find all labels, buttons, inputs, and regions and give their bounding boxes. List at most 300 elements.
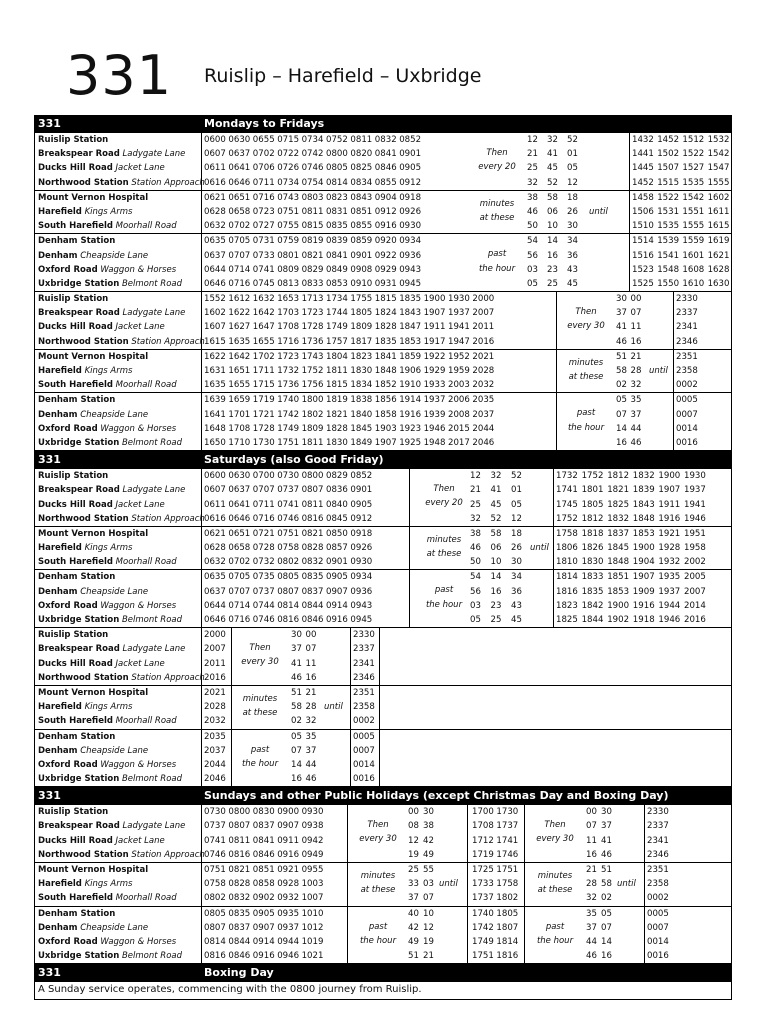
- stop-row: [35, 408, 731, 422]
- departure-time: 33: [408, 879, 419, 890]
- departure-time: 00: [586, 807, 597, 818]
- departure-time: 0821: [228, 865, 251, 875]
- departure-time: 1619: [707, 236, 730, 247]
- departure-time: 0910: [350, 278, 373, 289]
- departure-time: 1907: [374, 437, 397, 448]
- stop-name-detail: Moorhall Road: [115, 380, 177, 391]
- departure-time: 0646: [204, 615, 226, 625]
- stop-name-main: Mount Vernon Hospital: [38, 687, 149, 698]
- stop-row: [35, 642, 731, 656]
- departure-time: 11: [586, 835, 597, 846]
- column-divider: [629, 234, 630, 291]
- stop-name: [38, 936, 176, 948]
- departure-time: 1847: [399, 322, 422, 333]
- departure-time: 0637: [228, 149, 251, 160]
- departure-time: 1828: [326, 423, 348, 434]
- departure-time: 0641: [228, 163, 251, 174]
- stop-name-main: Denham Station: [38, 908, 116, 919]
- departure-time: 1859: [399, 351, 422, 362]
- departure-time: 1728: [252, 423, 275, 434]
- stop-name-main: Denham: [38, 586, 78, 597]
- stop-name-main: Ducks Hill Road: [38, 658, 113, 669]
- departure-time: 1852: [374, 380, 397, 391]
- departure-time: 1531: [657, 206, 680, 217]
- departure-time: 0832: [374, 135, 397, 145]
- departure-time: 0829: [326, 471, 348, 482]
- departure-time: 0732: [252, 557, 275, 568]
- departure-time: 1630: [707, 278, 730, 289]
- departure-time: 1608: [682, 264, 705, 275]
- stop-row: [35, 527, 731, 541]
- departure-time: 1535: [682, 177, 705, 188]
- departure-time: 0706: [252, 163, 275, 174]
- departure-time: 0637: [204, 586, 226, 597]
- departure-time: 1751: [496, 865, 519, 875]
- departure-time: 0005: [647, 908, 669, 919]
- departure-time: 0607: [204, 485, 226, 496]
- departure-time: 0949: [301, 849, 324, 860]
- departure-time: 1650: [204, 437, 226, 448]
- departure-time: 0007: [353, 745, 375, 756]
- departure-time: 0800: [301, 471, 324, 482]
- route-name: Ruislip – Harefield – Uxbridge: [204, 65, 482, 87]
- stop-name: [38, 437, 182, 449]
- stop-row: [35, 205, 731, 219]
- departure-time: 0821: [301, 250, 324, 261]
- departure-time: 1632: [252, 294, 275, 305]
- departure-time: 16: [630, 336, 642, 347]
- stop-name-main: Ruislip Station: [38, 294, 109, 305]
- stop-name-main: Ducks Hill Road: [38, 835, 113, 846]
- departure-time: 51: [601, 865, 612, 875]
- departure-time: 1818: [581, 528, 604, 539]
- stop-name: [38, 687, 148, 699]
- departure-time: 1631: [204, 366, 226, 376]
- departure-time: 0616: [204, 177, 226, 188]
- departure-time: 1758: [496, 879, 519, 890]
- departure-time: 1550: [657, 278, 680, 289]
- departure-time: 2346: [353, 672, 375, 683]
- departure-time: 0930: [350, 557, 373, 568]
- departure-time: 35: [630, 395, 642, 406]
- until-note: until: [439, 879, 458, 890]
- stop-name-detail: Waggon & Horses: [100, 600, 177, 611]
- departure-time: 2337: [353, 644, 375, 655]
- stop-name: [38, 264, 176, 276]
- departure-time: 05: [567, 163, 578, 174]
- departure-time: 0855: [374, 177, 397, 188]
- stop-name-detail: Kings Arms: [84, 366, 133, 376]
- departure-time: 1937: [423, 395, 446, 406]
- departure-time: 1900: [607, 600, 630, 611]
- column-divider: [201, 527, 202, 570]
- departure-time: 0630: [228, 135, 251, 145]
- stop-name-detail: Cheapside Lane: [80, 922, 149, 933]
- departure-time: 1752: [581, 471, 604, 482]
- stop-name-detail: Waggon & Horses: [100, 936, 177, 947]
- departure-time: 26: [567, 206, 578, 217]
- departure-time: 46: [630, 437, 642, 448]
- stop-name-main: Uxbridge Station: [38, 615, 120, 625]
- departure-time: 1814: [556, 572, 578, 583]
- section-title: Saturdays (also Good Friday): [204, 453, 384, 467]
- departure-time: 1743: [301, 351, 324, 362]
- departure-time: 2005: [684, 572, 706, 583]
- departure-time: 38: [470, 528, 481, 539]
- departure-time: 0014: [647, 936, 669, 947]
- departure-time: 1909: [632, 586, 655, 597]
- departure-time: 0805: [326, 163, 348, 174]
- stop-name-main: Ducks Hill Road: [38, 499, 113, 510]
- departure-time: 1615: [204, 336, 226, 347]
- frequency-note: minutes: [568, 357, 604, 368]
- departure-time: 0945: [399, 278, 422, 289]
- departure-time: 45: [567, 278, 578, 289]
- departure-time: 0918: [399, 192, 422, 203]
- column-divider: [524, 863, 525, 906]
- stop-row: [35, 848, 731, 862]
- column-divider: [673, 393, 674, 450]
- frequency-note: Then: [486, 148, 508, 158]
- departure-time: 41: [601, 835, 612, 846]
- stop-name-main: Uxbridge Station: [38, 774, 120, 785]
- departure-time: 1826: [581, 543, 604, 554]
- frequency-note: at these: [537, 885, 573, 896]
- column-divider: [201, 292, 202, 349]
- departure-time: 1445: [632, 163, 654, 174]
- departure-time: 0855: [350, 221, 373, 232]
- departure-time: 50: [527, 221, 538, 232]
- column-divider: [201, 805, 202, 862]
- stop-group: [35, 133, 731, 190]
- departure-time: 2011: [204, 658, 226, 669]
- departure-time: 1839: [632, 485, 655, 496]
- departure-time: 0730: [277, 471, 300, 482]
- column-divider: [556, 292, 557, 349]
- departure-time: 0607: [204, 149, 226, 160]
- stop-name-main: Breakspear Road: [38, 644, 120, 655]
- departure-time: 1830: [326, 437, 348, 448]
- stop-row: [35, 730, 731, 744]
- departure-time: 0715: [277, 135, 300, 145]
- departure-time: 03: [470, 600, 481, 611]
- departure-time: 25: [527, 163, 538, 174]
- stop-name-detail: Belmont Road: [121, 615, 183, 625]
- departure-time: 1902: [607, 615, 630, 625]
- departure-time: 06: [490, 543, 502, 554]
- departure-time: 2021: [204, 687, 226, 698]
- departure-time: 0731: [252, 236, 275, 247]
- departure-time: 1856: [374, 395, 397, 406]
- stop-name: [38, 571, 115, 583]
- departure-time: 37: [408, 893, 419, 904]
- stop-row: [35, 744, 731, 758]
- stop-name: [38, 759, 176, 771]
- departure-time: 00: [630, 294, 642, 305]
- departure-time: 37: [601, 821, 612, 832]
- departure-time: 1552: [204, 294, 226, 305]
- stop-name-main: Oxford Road: [38, 600, 98, 611]
- departure-time: 1733: [472, 879, 494, 890]
- column-divider: [553, 527, 554, 570]
- departure-time: 2346: [647, 849, 669, 860]
- departure-time: 0705: [228, 572, 251, 583]
- departure-time: 2046: [472, 437, 495, 448]
- stop-name-main: Denham Station: [38, 236, 116, 247]
- departure-time: 0843: [350, 192, 373, 203]
- departure-time: 1825: [607, 499, 630, 510]
- departure-time: 1935: [658, 572, 681, 583]
- departure-time: 2000: [472, 294, 495, 305]
- departure-time: 30: [423, 807, 434, 818]
- departure-time: 0819: [301, 236, 324, 247]
- departure-time: 0907: [277, 821, 300, 832]
- departure-time: 2044: [472, 423, 495, 434]
- departure-time: 1907: [658, 485, 681, 496]
- stop-group: [35, 392, 731, 450]
- departure-time: 46: [601, 849, 612, 860]
- stop-name: [38, 950, 182, 962]
- departure-time: 0658: [228, 206, 251, 217]
- departure-time: 54: [470, 572, 481, 583]
- departure-time: 0811: [301, 206, 324, 217]
- departure-time: 2014: [684, 600, 706, 611]
- departure-time: 1812: [581, 513, 604, 524]
- departure-time: 1802: [496, 893, 519, 904]
- departure-time: 0637: [204, 250, 226, 261]
- section-header: [34, 787, 732, 805]
- until-note: until: [649, 366, 668, 376]
- departure-time: 0936: [350, 586, 373, 597]
- stop-name-main: Ruislip Station: [38, 135, 109, 145]
- column-divider: [350, 628, 351, 685]
- stop-row: [35, 277, 731, 291]
- departure-time: 0901: [350, 250, 373, 261]
- stop-name-detail: Kings Arms: [84, 206, 133, 217]
- frequency-note: at these: [242, 708, 278, 719]
- departure-time: 1958: [684, 543, 706, 554]
- departure-time: 1755: [350, 294, 373, 305]
- departure-time: 05: [601, 908, 612, 919]
- departure-time: 1948: [423, 437, 446, 448]
- departure-time: 1842: [581, 600, 604, 611]
- departure-time: 2341: [353, 658, 375, 669]
- stop-name-main: Breakspear Road: [38, 149, 120, 160]
- departure-time: 1010: [301, 908, 324, 919]
- departure-time: 0846: [252, 849, 275, 860]
- departure-time: 1848: [632, 513, 655, 524]
- departure-time: 1806: [556, 543, 578, 554]
- stop-name-main: Denham: [38, 922, 78, 933]
- stop-name: [38, 820, 185, 832]
- stop-row: [35, 191, 731, 205]
- departure-time: 1840: [350, 409, 373, 420]
- column-divider: [347, 863, 348, 906]
- boxing-day-note: A Sunday service operates, commencing with the 0800 journey from Ruislip.: [34, 982, 732, 1000]
- departure-time: 1432: [632, 135, 654, 145]
- departure-time: 0825: [350, 163, 373, 174]
- stop-row: [35, 335, 731, 349]
- frequency-note: at these: [568, 372, 604, 382]
- departure-time: 1730: [252, 437, 275, 448]
- stop-row: [35, 234, 731, 248]
- departure-time: 1837: [607, 528, 630, 539]
- departure-time: 1655: [228, 380, 251, 391]
- departure-time: 45: [547, 163, 558, 174]
- stop-name-detail: Ladygate Lane: [122, 308, 186, 319]
- departure-time: 0716: [228, 615, 251, 625]
- stop-name-detail: Cheapside Lane: [80, 745, 149, 756]
- departure-time: 0901: [399, 149, 422, 160]
- departure-time: 1810: [556, 557, 578, 568]
- departure-time: 0705: [228, 236, 251, 247]
- departure-time: 07: [586, 821, 597, 832]
- departure-time: 0646: [228, 513, 251, 524]
- departure-time: 1834: [350, 380, 373, 391]
- departure-time: 1805: [496, 908, 519, 919]
- stop-name: [38, 629, 108, 641]
- departure-time: 0912: [350, 513, 373, 524]
- stop-row: [35, 599, 731, 613]
- departure-time: 0811: [301, 499, 324, 510]
- departure-time: 0005: [353, 731, 375, 742]
- timetable-block: [34, 469, 732, 628]
- departure-time: 2351: [353, 687, 375, 698]
- departure-time: 0816: [301, 513, 324, 524]
- departure-time: 32: [547, 135, 558, 145]
- departure-time: 1506: [632, 206, 654, 217]
- stop-name: [38, 864, 148, 876]
- stop-name: [38, 658, 165, 670]
- stop-name: [38, 892, 177, 904]
- departure-time: 1941: [684, 499, 706, 510]
- stop-group: [35, 906, 731, 964]
- departure-time: 2016: [684, 615, 706, 625]
- departure-time: 2341: [676, 322, 698, 333]
- departure-time: 0833: [301, 278, 324, 289]
- stop-name: [38, 409, 148, 421]
- departure-time: 1911: [423, 322, 446, 333]
- departure-time: 19: [408, 849, 419, 860]
- stop-name: [38, 307, 185, 319]
- departure-time: 0928: [277, 879, 300, 890]
- departure-time: 1628: [707, 264, 730, 275]
- stop-name-main: Oxford Road: [38, 423, 98, 434]
- departure-time: 1756: [301, 380, 324, 391]
- departure-time: 0016: [676, 437, 698, 448]
- departure-time: 2046: [204, 774, 226, 785]
- departure-time: 2035: [472, 395, 495, 406]
- stop-group: [35, 526, 731, 570]
- departure-time: 2015: [448, 423, 470, 434]
- departure-time: 32: [586, 893, 597, 904]
- stop-name: [38, 586, 148, 598]
- departure-time: 1832: [632, 471, 655, 482]
- departure-time: 1641: [204, 409, 226, 420]
- departure-time: 32: [630, 380, 642, 391]
- departure-time: 1708: [228, 423, 251, 434]
- stop-name-main: Ruislip Station: [38, 807, 109, 818]
- departure-time: 38: [527, 192, 538, 203]
- departure-time: 0616: [204, 513, 226, 524]
- stop-row: [35, 628, 731, 642]
- departure-time: 26: [511, 543, 522, 554]
- departure-time: 0700: [252, 471, 275, 482]
- stop-name: [38, 614, 182, 626]
- departure-time: 0651: [228, 528, 251, 539]
- stop-name-main: South Harefield: [38, 380, 113, 391]
- departure-time: 0918: [350, 528, 373, 539]
- departure-time: 0734: [301, 135, 324, 145]
- departure-time: 1821: [326, 409, 348, 420]
- departure-time: 0005: [676, 395, 698, 406]
- departure-time: 0007: [676, 409, 698, 420]
- departure-time: 46: [305, 774, 317, 785]
- stop-row: [35, 147, 731, 161]
- stop-name-detail: Station Approach: [131, 336, 205, 347]
- stop-name-main: Ruislip Station: [38, 471, 109, 482]
- departure-time: 1703: [277, 308, 300, 319]
- departure-time: 1832: [607, 513, 630, 524]
- stop-name-main: Northwood Station: [38, 849, 129, 860]
- departure-time: 0742: [301, 149, 324, 160]
- departure-time: 1921: [658, 528, 681, 539]
- departure-time: 32: [490, 471, 502, 482]
- stop-name-main: Harefield: [38, 543, 82, 554]
- departure-time: 1951: [684, 528, 706, 539]
- departure-time: 25: [470, 499, 481, 510]
- departure-time: 1621: [707, 250, 730, 261]
- departure-time: 14: [490, 572, 502, 583]
- departure-time: 16: [305, 672, 317, 683]
- departure-time: 0814: [277, 600, 300, 611]
- departure-time: 0734: [277, 177, 300, 188]
- stop-name: [38, 745, 148, 757]
- departure-time: 1712: [472, 835, 494, 846]
- departure-time: 1547: [707, 163, 730, 174]
- frequency-note: minutes: [242, 693, 278, 704]
- column-divider: [409, 469, 410, 526]
- departure-time: 1848: [607, 557, 630, 568]
- stop-name-detail: Station Approach: [131, 672, 205, 683]
- departure-time: 1730: [496, 807, 519, 818]
- departure-time: 2351: [647, 865, 669, 875]
- departure-time: 58: [616, 366, 627, 376]
- departure-time: 1711: [252, 366, 275, 376]
- stop-group: [35, 628, 731, 685]
- stop-row: [35, 306, 731, 320]
- frequency-note: past: [576, 408, 596, 419]
- departure-time: 0835: [301, 572, 324, 583]
- departure-time: 1611: [707, 206, 730, 217]
- departure-time: 0758: [204, 879, 226, 890]
- departure-time: 1816: [496, 951, 519, 962]
- departure-time: 05: [291, 731, 302, 742]
- departure-time: 0943: [350, 600, 373, 611]
- departure-time: 0726: [277, 163, 300, 174]
- departure-time: 0813: [277, 278, 300, 289]
- departure-time: 44: [630, 423, 642, 434]
- departure-time: 0722: [277, 149, 300, 160]
- departure-time: 0916: [374, 221, 397, 232]
- departure-time: 1019: [301, 936, 324, 947]
- departure-time: 1725: [472, 865, 494, 875]
- departure-time: 0905: [326, 572, 348, 583]
- departure-time: 2337: [676, 308, 698, 319]
- column-divider: [409, 570, 410, 627]
- stop-name: [38, 220, 177, 232]
- departure-time: 0754: [301, 177, 324, 188]
